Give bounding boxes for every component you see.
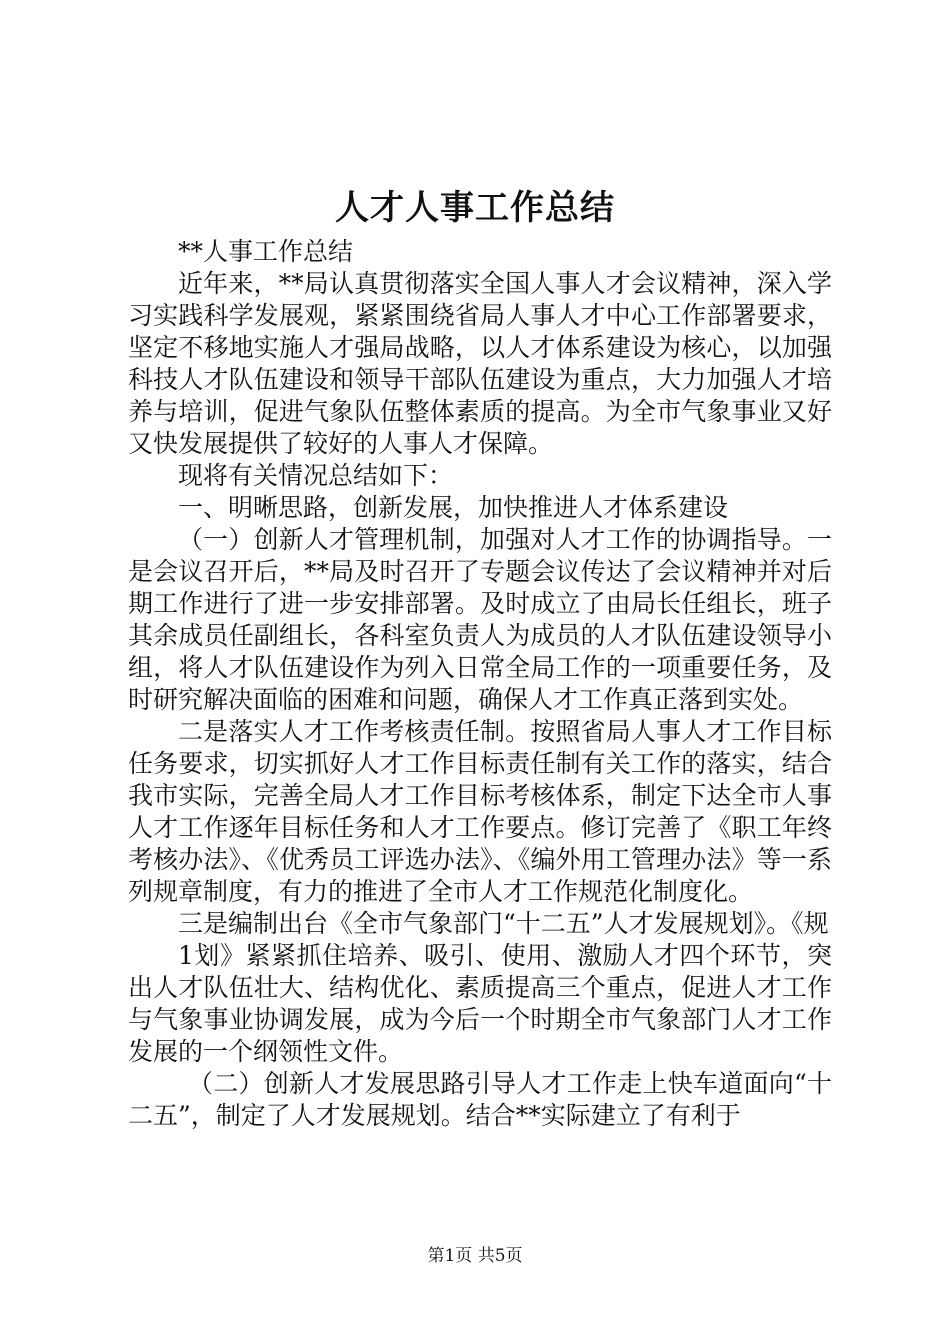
subtitle-paragraph: **人事工作总结 [178, 237, 354, 266]
intro-paragraph: 近年来，**局认真贯彻落实全国人事人才会议精神，深入学习实践科学发展观，紧紧围绕省局人事人才中心工作部署要求，坚定不移地实施人才强局战略，以人才体系建设为核心，以加强科技人才队伍建设和领导干部队伍建设为重点，大力加强人才培养与培训，促进气象队伍整体素质的提高。为全市气象事业又好又快发展提供了较好的人事人才保障。 [128, 269, 832, 458]
body-paragraph-2: 二是落实人才工作考核责任制。按照省局人事人才工作目标任务要求，切实抓好人才工作目标责任制有关工作的落实，结合我市实际，完善全局人才工作目标考核体系，制定下达全市人事人才工作逐年目标任务和人才工作要点。修订完善了《职工年终考核办法》、《优秀员工评选办法》、《编外用工管理办法》等一系列规章制度，有力的推进了全市人才工作规范化制度化。 [128, 717, 832, 906]
subsection-paragraph-1: （一）创新人才管理机制，加强对人才工作的协调指导。一是会议召开后，**局及时召开了专题会议传达了会议精神并对后期工作进行了进一步安排部署。及时成立了由局长任组长，班子其余成员任副组长，各科室负责人为成员的人才队伍建设领导小组，将人才队伍建设作为列入日常全局工作的一项重要任务，及时研究解决面临的困难和问题，确保人才工作真正落到实处。 [128, 525, 832, 714]
summary-lead-paragraph: 现将有关情况总结如下： [178, 461, 454, 490]
body-paragraph-4: 1划》紧紧抓住培养、吸引、使用、激励人才四个环节，突出人才队伍壮大、结构优化、素质提高三个重点，促进人才工作与气象事业协调发展，成为今后一个时期全市气象部门人才工作发展的一个纲领性文件。 [128, 941, 832, 1066]
page-footer: 第1页 共5页 [427, 1246, 523, 1266]
body-paragraph-3: 三是编制出台《全市气象部门“十二五”人才发展规划》。《规 [178, 909, 829, 938]
section-heading-1: 一、明晰思路，创新发展，加快推进人才体系建设 [178, 493, 729, 522]
subsection-paragraph-2: （二）创新人才发展思路引导人才工作走上快车道面向“十二五”，制定了人才发展规划。结合**实际建立了有利于 [128, 1069, 832, 1130]
document-body [128, 236, 832, 1132]
document-title: 人才人事工作总结 [335, 188, 615, 228]
